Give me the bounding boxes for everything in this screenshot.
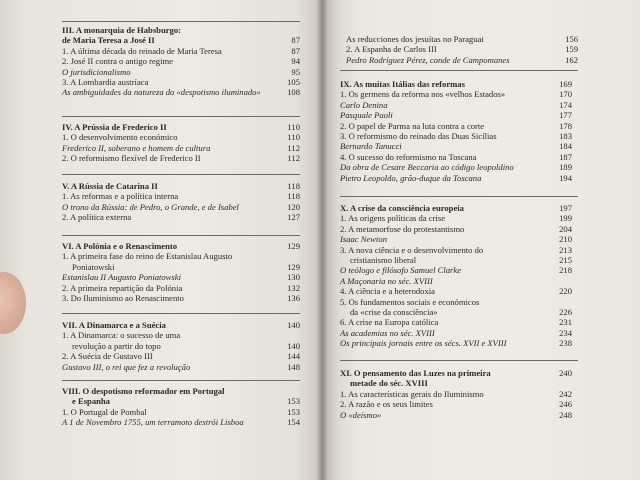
toc-entry [62,283,300,293]
page-number: 213 [559,244,572,255]
thumb [0,272,26,334]
page-number: 136 [287,292,300,303]
entry-title: 2. A razão e os seus limites [340,399,433,410]
toc-entry [62,407,300,417]
toc-section [340,79,572,183]
page-number: 204 [559,223,572,234]
toc-entry [62,191,300,201]
entry-title: As academias no séc. XVIII [340,327,435,338]
toc-entry [340,203,572,213]
toc-entry [340,410,572,420]
page-number: 218 [559,265,572,276]
entry-title: Da obra de Cesare Beccaria ao código leopoldino [340,162,514,173]
toc-entry [340,89,572,99]
page-number: 144 [287,351,300,362]
page-number: 112 [287,142,300,153]
entry-title: 2. A Espanha de Carlos III [346,44,437,55]
entry-title: Poniatowski [72,261,115,272]
toc-entry [62,241,300,251]
section-divider [62,235,300,236]
page-number: 170 [559,89,572,100]
toc-entry [340,110,572,120]
chapter-title: XI. O pensamento das Luzes na primeira [340,368,491,378]
page-number: 194 [559,172,572,183]
toc-entry [62,87,300,97]
toc-entry [62,143,300,153]
toc-entry [340,234,572,244]
chapter-title: de Maria Teresa a José II [62,35,155,46]
toc-entry [62,320,300,330]
page-number: 159 [565,44,578,55]
entry-title: O trono da Rússia: de Pedro, o Grande, e de Isabel [62,201,239,212]
toc-entry [62,153,300,163]
entry-title: Frederico II, soberano e homem de cultura [62,142,211,153]
toc-entry [340,141,572,151]
section-divider [62,380,300,381]
page-number: 153 [287,396,300,407]
right-page [322,0,640,480]
toc-entry [340,224,572,234]
section-divider [62,313,300,314]
page-number: 148 [287,361,300,372]
section-divider [340,360,578,361]
chapter-title: metade do séc. XVIII [350,378,428,389]
entry-title: O «deísmo» [340,409,382,420]
page-number: 95 [291,66,300,77]
toc-entry [62,341,300,351]
toc-entry [346,55,578,65]
toc-entry [62,25,300,35]
page-number: 132 [287,282,300,293]
page-number: 178 [559,120,572,131]
toc-entry [62,417,300,427]
toc-entry [62,46,300,56]
toc-entry [62,202,300,212]
chapter-title: e Espanha [72,396,110,407]
toc-entry [340,368,572,378]
page-number: 246 [559,399,572,410]
page-number: 140 [287,320,300,330]
chapter-title: IX. As muitas Itálias das reformas [340,79,465,89]
entry-title: 6. A crise na Europa católica [340,317,439,328]
page-number: 156 [565,34,578,44]
page-number: 162 [565,54,578,65]
page-number: 129 [287,261,300,272]
entry-title: 1. O desenvolvimento económico [62,132,178,143]
book-gutter [316,0,328,480]
toc-entry [340,255,572,265]
entry-title: 1. Os germens da reforma nos «velhos Estados» [340,89,506,100]
entry-title: Bernardo Tanucci [340,141,402,152]
toc-entry [340,276,572,286]
entry-title: Pedro Rodríguez Pérez, conde de Campomanes [346,54,510,65]
toc-entry [340,399,572,409]
entry-title: 1. A Dinamarca: o sucesso de uma [62,330,181,341]
page-number: 240 [559,368,572,378]
toc-entry [62,67,300,77]
entry-title: O jurisdicionalismo [62,66,131,77]
toc-entry [340,297,572,307]
toc-entry [62,396,300,406]
page-number: 177 [559,110,572,121]
toc-entry [62,122,300,132]
page-number: 184 [559,141,572,152]
entry-title: 3. O reformismo do reinado das Duas Sicílias [340,130,497,141]
entry-title: 1. As características gerais do Iluminismo [340,388,484,399]
toc-entry [340,378,572,388]
entry-title: 1. A última década do reinado de Maria Teresa [62,45,222,56]
toc-entry [62,132,300,142]
toc-section [62,122,300,164]
entry-title: Gustavo III, o rei que fez a revolução [62,361,191,372]
page-number: 231 [559,317,572,328]
entry-title: 3. A nova ciência e o desenvolvimento do [340,244,484,255]
chapter-title: III. A monarquia de Habsburgo: [62,25,181,35]
toc-entry [340,131,572,141]
page-number: 127 [287,212,300,223]
page-number: 234 [559,327,572,338]
toc-entry [346,34,578,44]
entry-title: Os principais jornais entre os sécs. XVII e XVIII [340,338,507,349]
toc-entry [340,265,572,275]
entry-title: 2. A metamorfose do protestantismo [340,223,465,234]
page-number: 187 [559,151,572,162]
page-number: 248 [559,409,572,420]
page-number: 174 [559,99,572,110]
chapter-title: V. A Rússia de Catarina II [62,181,158,191]
toc-section [340,368,572,420]
entry-title: Pasquale Paoli [340,110,393,121]
entry-title: 2. A política externa [62,212,132,223]
page-number: 87 [291,35,300,46]
page-number: 154 [287,417,300,428]
page-number: 94 [291,56,300,67]
section-divider [62,21,300,22]
chapter-title: VIII. O despotismo reformador em Portugal [62,386,225,396]
chapter-title: VII. A Dinamarca e a Suécia [62,320,166,330]
entry-title: 2. José II contra o antigo regime [62,56,173,67]
toc-entry [340,162,572,172]
entry-title: da «crise da consciência» [350,306,438,317]
chapter-title: VI. A Polónia e o Renascimento [62,241,178,251]
toc-entry [62,272,300,282]
page-number: 129 [287,241,300,251]
entry-title: 5. Os fundamentos sociais e económicos [340,296,480,307]
entry-title: 3. Do Iluminismo ao Renascimento [62,292,184,303]
entry-title: O teólogo e filósofo Samuel Clarke [340,265,462,276]
toc-entry [340,317,572,327]
entry-title: As reducciones dos jesuítas no Paraguai [346,34,484,44]
page-number: 220 [559,286,572,297]
toc-entry [62,293,300,303]
page-number: 118 [287,191,300,202]
toc-entry [62,77,300,87]
page-number: 130 [287,272,300,283]
toc-section [62,181,300,223]
page-number: 238 [559,338,572,349]
toc-entry [340,152,572,162]
section-divider [340,196,578,197]
toc-entry [62,212,300,222]
toc-entry [62,181,300,191]
toc-entry [62,35,300,45]
entry-title: 4. O sucesso do reformismo na Toscana [340,151,477,162]
toc-section [62,241,300,303]
toc-entry [62,56,300,66]
page-number: 112 [287,153,300,164]
toc-entry [340,213,572,223]
page-number: 120 [287,201,300,212]
page-number: 87 [291,45,300,56]
entry-title: A 1 de Novembro 1755, um terramoto destrói Lisboa [62,417,244,428]
toc-entry [340,338,572,348]
page-number: 105 [287,76,300,87]
section-divider [62,174,300,175]
page-number: 242 [559,388,572,399]
entry-title: 2. A primeira repartição da Polónia [62,282,183,293]
page-number: 108 [287,87,300,98]
toc-entry [340,328,572,338]
entry-title: A Maçonaria no séc. XVIII [340,275,433,286]
page-number: 140 [287,340,300,351]
entry-title: 1. A primeira fase do reino de Estanislau Augusto [62,251,233,262]
page-number: 215 [559,254,572,265]
entry-title: 1. As reformas e a política interna [62,191,179,202]
entry-title: 1. O Portugal de Pombal [62,406,147,417]
section-divider [340,70,578,71]
entry-title: As ambiguidades da natureza do «despotismo iluminado» [62,87,261,98]
toc-section [346,34,578,65]
toc-entry [62,351,300,361]
toc-entry [340,286,572,296]
entry-title: Carlo Denina [340,99,388,110]
page-number: 183 [559,130,572,141]
page-number: 210 [559,234,572,245]
entry-title: Isaac Newton [340,234,388,245]
toc-entry [346,44,578,54]
toc-entry [340,245,572,255]
toc-section [62,320,300,372]
page-number: 197 [559,203,572,213]
entry-title: revolução a partir do topo [72,340,161,351]
toc-entry [340,100,572,110]
toc-section [62,386,300,428]
entry-title: 2. A Suécia de Gustavo III [62,351,153,362]
entry-title: 1. As origens políticas da crise [340,213,446,224]
toc-entry [340,79,572,89]
toc-entry [62,362,300,372]
toc-entry [340,173,572,183]
toc-entry [62,262,300,272]
toc-section [62,25,300,98]
page-number: 169 [559,79,572,89]
toc-entry [62,386,300,396]
page-number: 153 [287,406,300,417]
chapter-title: X. A crise da consciência europeia [340,203,464,213]
toc-section [340,203,572,348]
toc-entry [62,330,300,340]
entry-title: cristianismo liberal [350,254,417,265]
toc-entry [340,389,572,399]
entry-title: 2. O papel de Parma na luta contra a corte [340,120,485,131]
toc-entry [340,307,572,317]
section-divider [62,116,300,117]
toc-entry [62,251,300,261]
page-number: 118 [287,181,300,191]
page-number: 110 [287,122,300,132]
page-number: 110 [287,132,300,143]
page-number: 189 [559,162,572,173]
page-number: 199 [559,213,572,224]
toc-entry [340,121,572,131]
entry-title: 3. A Lombardia austríaca [62,76,149,87]
entry-title: Estanislau II Augusto Poniatowski [62,272,181,283]
page-number: 226 [559,306,572,317]
entry-title: Pietro Leopoldo, grão-duque da Toscana [340,172,482,183]
entry-title: 2. O reformismo flexível de Frederico II [62,153,201,164]
chapter-title: IV. A Prússia de Frederico II [62,122,167,132]
entry-title: 4. A ciência e a heterodoxia [340,286,435,297]
